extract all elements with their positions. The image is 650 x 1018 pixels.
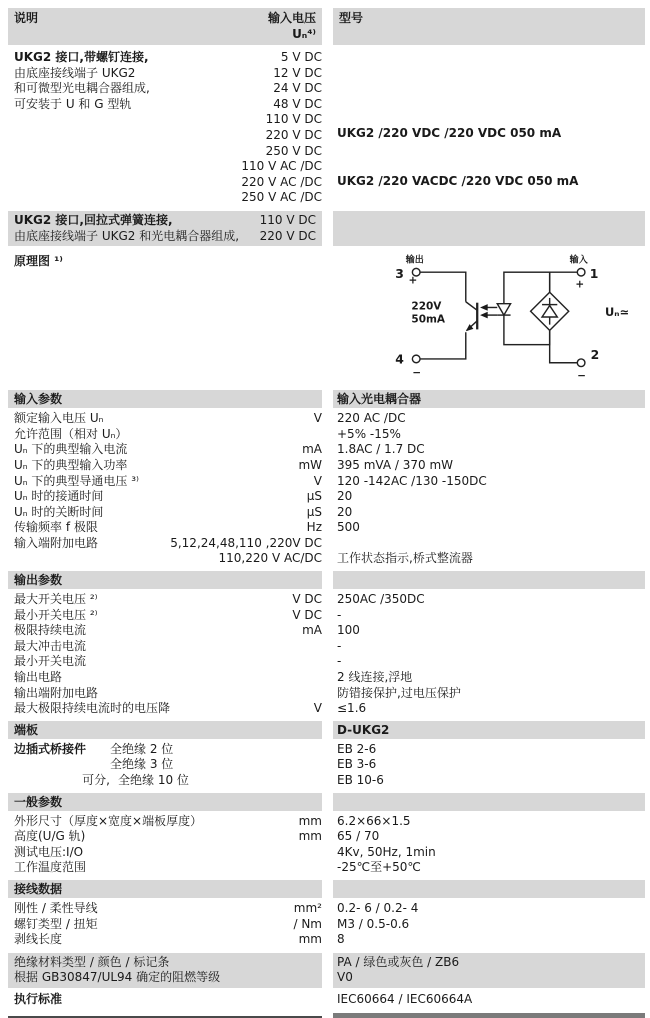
row-unit: mm xyxy=(298,813,322,828)
section-header-band-endplate xyxy=(8,721,645,739)
intro-left xyxy=(8,50,322,206)
section-subtitle-cell xyxy=(333,571,645,589)
row-label: 输入端附加电路 xyxy=(14,535,99,550)
spec-row xyxy=(14,701,322,717)
row-label: 传输频率 f 极限 xyxy=(14,520,98,535)
product-description xyxy=(14,50,241,206)
voltage-option: 110 V AC /DC xyxy=(241,159,322,174)
col-desc-label: 说明 xyxy=(14,11,39,25)
row-label: 绝缘材料类型 / 颜色 / 标记条 xyxy=(14,954,170,969)
row-label xyxy=(14,551,215,567)
section-title-cell xyxy=(8,571,322,589)
row-label: 最小开关电流 xyxy=(14,654,87,669)
row-label: 可分, xyxy=(82,773,110,787)
row-value: 6.2×66×1.5 xyxy=(337,813,411,828)
spec-row xyxy=(14,505,322,521)
general-rows xyxy=(8,814,645,876)
spec-row xyxy=(14,917,322,933)
output-rows xyxy=(8,592,645,717)
intro-section xyxy=(8,50,645,206)
voltage-list xyxy=(241,50,322,206)
row-label: 由底座接线端子 UKG2 和光电耦合器组成, xyxy=(14,228,240,243)
table-header-band xyxy=(8,8,645,45)
section-title-cell xyxy=(8,793,322,811)
row-value: 110 V DC xyxy=(259,212,316,227)
spec-row xyxy=(14,970,316,986)
spec-row xyxy=(14,932,322,948)
section-subtitle-cell xyxy=(333,721,645,739)
row-label: 工作温度范围 xyxy=(14,860,87,875)
row-label: 最小开关电压 ²⁾ xyxy=(14,607,98,622)
model-name: UKG2 /220 VACDC /220 VDC 050 mA xyxy=(337,174,579,188)
diagram-output-label: 输出 xyxy=(405,255,424,266)
row-value: V0 xyxy=(337,970,353,985)
row-value: EB 3-6 xyxy=(337,757,377,772)
row-value: 8 xyxy=(337,932,345,947)
row-unit: V xyxy=(313,701,322,716)
row-label: 最大开关电压 ²⁾ xyxy=(14,592,98,607)
row-unit: mm xyxy=(298,829,322,844)
section-title: 接线数据 xyxy=(14,881,63,896)
standard-value-cell xyxy=(333,992,645,1008)
spec-row xyxy=(14,742,322,758)
row-value: 1.8AC / 1.7 DC xyxy=(337,442,425,457)
row-value: ≤1.6 xyxy=(337,701,367,716)
row-value: 2 线连接,浮地 xyxy=(337,670,413,685)
spec-row xyxy=(14,860,322,876)
row-value: EB 10-6 xyxy=(337,773,384,787)
spec-row xyxy=(14,551,322,567)
row-value: 20 xyxy=(337,489,353,504)
insulation-values xyxy=(333,953,645,988)
spec-row xyxy=(14,458,322,474)
circuit-diagram xyxy=(359,252,645,382)
bottom-rule xyxy=(8,1013,645,1018)
model-name: UKG2 /220 VDC /220 VDC 050 mA xyxy=(337,126,562,140)
row-unit xyxy=(318,845,322,861)
voltage-option: 250 V AC /DC xyxy=(241,190,322,205)
row-value: 65 / 70 xyxy=(337,829,380,844)
row-label: 刚性 / 柔性导线 xyxy=(14,900,98,915)
schematic-section xyxy=(8,250,645,386)
spec-row xyxy=(14,955,316,971)
row-unit: µS xyxy=(306,504,322,519)
diagram-rating-current: 50mA xyxy=(411,313,446,326)
row-value: EB 2-6 xyxy=(337,741,377,756)
section-title: 输出参数 xyxy=(14,573,63,588)
row-label: 高度(U/G 轨) xyxy=(14,829,86,844)
section-subtitle-cell xyxy=(333,880,645,898)
row-label: 外形尺寸（厚度×宽度×端板厚度） xyxy=(14,813,203,828)
product-desc-line: 可安装于 U 和 G 型轨 xyxy=(14,96,132,111)
row-value: 220 V DC xyxy=(259,228,316,243)
section-header-band-wiring xyxy=(8,880,645,898)
row-label: 输出电路 xyxy=(14,670,63,685)
spring-left-cell xyxy=(8,211,322,246)
row-label: 剥线长度 xyxy=(14,932,63,947)
row-unit xyxy=(318,639,322,655)
insulation-band xyxy=(8,953,645,988)
spec-row xyxy=(14,608,322,624)
section-title: 端板 xyxy=(14,722,39,737)
row-unit: mA xyxy=(302,623,322,638)
row-unit: mm² xyxy=(293,900,322,915)
row-unit: V DC xyxy=(292,607,322,622)
row-unit xyxy=(318,686,322,702)
diagram-plus-in: + xyxy=(575,278,585,291)
row-value: 0.2- 6 / 0.2- 4 xyxy=(337,900,419,915)
standard-row-value: IEC60664 / IEC60664A xyxy=(337,991,473,1006)
row-unit: Hz xyxy=(306,520,322,535)
spec-row xyxy=(14,901,322,917)
spec-row xyxy=(14,829,322,845)
general-values xyxy=(333,814,645,876)
diagram-terminal-2: 2 xyxy=(590,347,600,363)
product-desc-line: 由底座接线端子 UKG2 xyxy=(14,65,136,80)
header-left-cell xyxy=(8,8,322,45)
spec-row xyxy=(14,592,322,608)
row-unit xyxy=(318,427,322,443)
row-unit: V xyxy=(313,473,322,488)
row-label: 极限持续电流 xyxy=(14,623,87,638)
diagram-plus-out: + xyxy=(408,274,418,287)
row-unit: mm xyxy=(298,932,322,947)
section-title: 一般参数 xyxy=(14,794,63,809)
header-right-cell xyxy=(333,8,645,45)
row-unit: 5,12,24,48,110 ,220V DC xyxy=(170,535,322,550)
diagram-minus-out: − xyxy=(412,367,422,380)
schematic-title: 原理图 ¹⁾ xyxy=(14,254,63,269)
voltage-option: 48 V DC xyxy=(273,96,322,111)
row-label: 允许范围（相对 Uₙ） xyxy=(14,426,128,441)
section-title: 输入参数 xyxy=(14,392,63,407)
bottom-bar-left xyxy=(8,1016,322,1018)
wiring-values xyxy=(333,901,645,948)
row-value: -25℃至+50℃ xyxy=(337,860,421,875)
bottom-bar-right xyxy=(333,1013,645,1018)
diagram-rating-voltage: 220V xyxy=(411,300,442,313)
row-value: 100 xyxy=(337,623,360,638)
row-value: 工作状态指示,桥式整流器 xyxy=(337,551,473,566)
section-header-band-input xyxy=(8,390,645,408)
row-unit: / Nm xyxy=(293,916,322,931)
row-label: 边插式桥接件 xyxy=(14,741,87,756)
spec-row xyxy=(14,489,322,505)
section-subtitle-cell xyxy=(333,793,645,811)
voltage-option: 110 V DC xyxy=(265,112,322,127)
endplate-values xyxy=(333,742,645,789)
row-mid: 全绝缘 2 位 xyxy=(110,741,174,756)
row-label: 额定输入电压 Uₙ xyxy=(14,411,104,426)
section-title-cell xyxy=(8,721,322,739)
row-label: 测试电压:I/O xyxy=(14,844,84,859)
schematic-title-cell xyxy=(8,250,322,386)
schematic-cell xyxy=(333,250,645,386)
row-value: +5% -15% xyxy=(337,426,401,441)
row-label: Uₙ 下的典型导通电压 ³⁾ xyxy=(14,473,139,488)
row-value: 防错接保护,过电压保护 xyxy=(337,685,461,700)
spec-row xyxy=(14,411,322,427)
wiring-labels xyxy=(8,901,322,948)
voltage-option: 250 V DC xyxy=(265,143,322,158)
row-value: M3 / 0.5-0.6 xyxy=(337,916,410,931)
spec-row xyxy=(14,686,322,702)
row-mid: 全绝缘 10 位 xyxy=(118,773,189,787)
col-model-label: 型号 xyxy=(339,11,364,25)
row-value: 120 -142AC /130 -150DC xyxy=(337,473,487,488)
row-unit xyxy=(318,670,322,686)
section-subtitle: D-UKG2 xyxy=(337,722,390,737)
spring-section-band xyxy=(8,211,645,246)
input-rows xyxy=(8,411,645,567)
diagram-un-label: Uₙ≃ xyxy=(604,305,630,320)
diagram-minus-in: − xyxy=(577,370,587,383)
row-unit: µS xyxy=(306,489,322,504)
col-voltage-symbol: Uₙ⁴⁾ xyxy=(292,26,316,41)
row-label: Uₙ 时的接通时间 xyxy=(14,489,104,504)
row-unit: 110,220 V AC/DC xyxy=(218,551,322,566)
row-value xyxy=(337,536,645,552)
endplate-rows xyxy=(8,742,645,789)
row-label: 根据 GB30847/UL94 确定的阻燃等级 xyxy=(14,970,221,985)
wiring-rows xyxy=(8,901,645,948)
row-value: 4Kv, 50Hz, 1min xyxy=(337,844,436,859)
row-unit xyxy=(318,860,322,876)
section-subtitle: 输入光电耦合器 xyxy=(337,392,422,407)
section-title-cell xyxy=(8,880,322,898)
diagram-terminal-3: 3 xyxy=(395,266,404,282)
voltage-option: 24 V DC xyxy=(273,81,322,96)
row-label: Uₙ 下的典型输入功率 xyxy=(14,457,128,472)
spec-row xyxy=(14,654,322,670)
standard-row-label: 执行标准 xyxy=(14,991,63,1006)
row-label: 最大冲击电流 xyxy=(14,638,87,653)
row-value: PA / 绿色或灰色 / ZB6 xyxy=(337,954,460,969)
spec-row xyxy=(14,536,322,552)
voltage-option: 5 V DC xyxy=(280,50,322,64)
row-label: 最大极限持续电流时的电压降 xyxy=(14,701,171,716)
col-voltage-label xyxy=(268,11,316,42)
row-label: Uₙ 时的关断时间 xyxy=(14,504,104,519)
section-title-cell xyxy=(8,390,322,408)
row-label: Uₙ 下的典型输入电流 xyxy=(14,442,128,457)
spec-row xyxy=(14,427,322,443)
row-label: UKG2 接口,回拉式弹簧连接, xyxy=(14,212,173,227)
spec-row xyxy=(14,845,322,861)
input-values xyxy=(333,411,645,567)
spec-row xyxy=(14,213,316,229)
voltage-option: 12 V DC xyxy=(273,65,322,80)
spec-row xyxy=(14,670,322,686)
diagram-terminal-4: 4 xyxy=(395,351,404,367)
model-list xyxy=(333,50,645,206)
row-value: 395 mVA / 370 mW xyxy=(337,457,454,472)
spec-row xyxy=(14,623,322,639)
section-header-band-general xyxy=(8,793,645,811)
spec-row xyxy=(14,639,322,655)
row-value: 20 xyxy=(337,504,353,519)
output-labels xyxy=(8,592,322,717)
spring-right-cell xyxy=(333,211,645,246)
row-value: - xyxy=(337,638,342,653)
row-unit: V xyxy=(313,411,322,426)
diagram-input-label: 输入 xyxy=(569,255,588,266)
row-label: 输出端附加电路 xyxy=(14,685,99,700)
row-value: - xyxy=(337,654,342,669)
row-unit xyxy=(318,654,322,670)
col-voltage-title: 输入电压 xyxy=(267,11,316,25)
row-label xyxy=(14,757,110,773)
output-values xyxy=(333,592,645,717)
diagram-terminal-1: 1 xyxy=(589,266,599,282)
spec-row xyxy=(14,520,322,536)
insulation-labels xyxy=(8,953,322,988)
row-mid: 全绝缘 3 位 xyxy=(110,757,174,772)
section-subtitle-cell xyxy=(333,390,645,408)
section-header-band-output xyxy=(8,571,645,589)
spec-row xyxy=(14,474,322,490)
row-label: 螺钉类型 / 扭矩 xyxy=(14,916,98,931)
row-value: 250AC /350DC xyxy=(337,592,425,607)
spec-row xyxy=(14,757,322,773)
spec-row xyxy=(14,814,322,830)
row-unit: V DC xyxy=(292,592,322,607)
spec-row xyxy=(14,773,322,789)
input-labels xyxy=(8,411,322,567)
voltage-option: 220 V AC /DC xyxy=(241,174,322,189)
row-value: 500 xyxy=(337,520,360,535)
spec-row xyxy=(14,229,316,245)
product-desc-line: 和可微型光电耦合器组成, xyxy=(14,81,150,96)
standard-label-cell xyxy=(8,992,322,1008)
row-unit: mA xyxy=(302,442,322,457)
voltage-option: 220 V DC xyxy=(265,127,322,142)
product-desc-line: UKG2 接口,带螺钉连接, xyxy=(14,50,149,64)
standard-row xyxy=(8,992,645,1008)
row-value: - xyxy=(337,607,342,622)
endplate-labels xyxy=(8,742,322,789)
spec-row xyxy=(14,442,322,458)
row-value: 220 AC /DC xyxy=(337,411,406,426)
general-labels xyxy=(8,814,322,876)
row-unit: mW xyxy=(298,457,322,472)
